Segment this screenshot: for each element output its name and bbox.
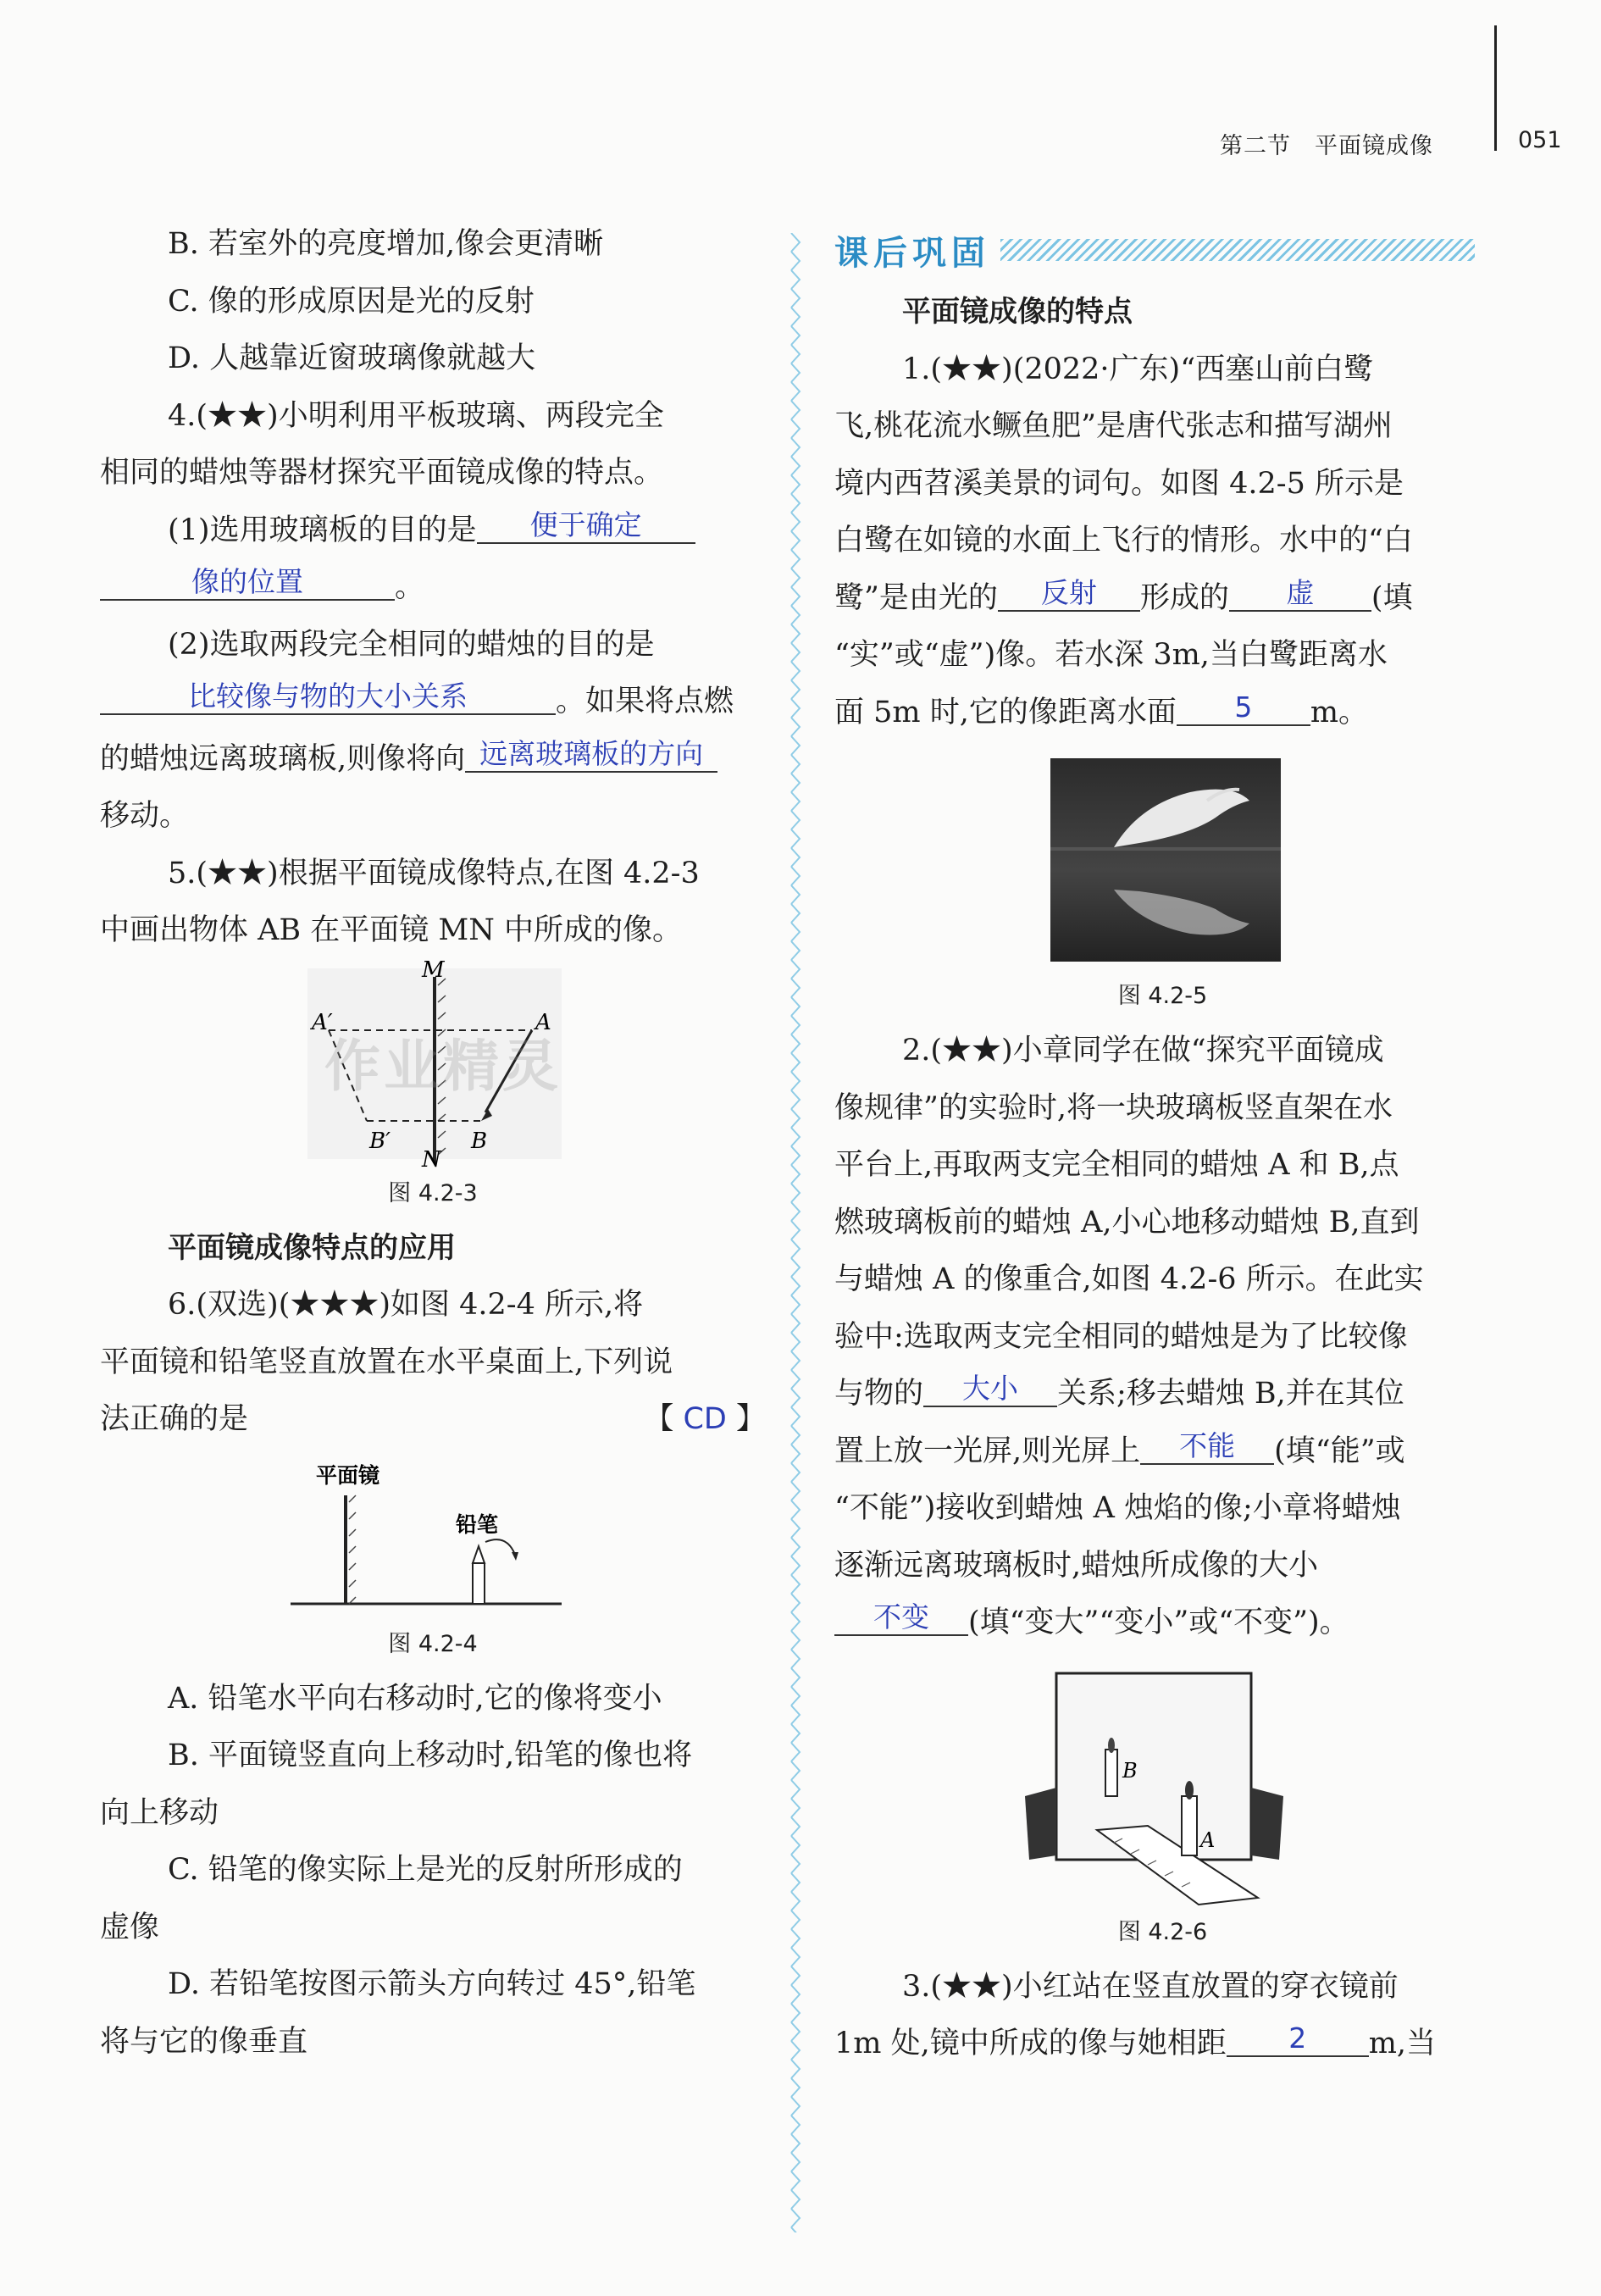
label-n: N — [422, 1146, 441, 1167]
q2-line2: 像规律”的实验时,将一块玻璃板竖直架在水 — [834, 1090, 1393, 1125]
q1-answer-reflection: 反射 — [998, 576, 1140, 612]
q6-stem-line1: 6.(双选)(★★★)如图 4.2-4 所示,将 — [168, 1288, 644, 1322]
q6-option-b2: 向上移动 — [100, 1795, 219, 1830]
q4-part1-end: 。 — [395, 570, 425, 604]
q4-part2-line1: (2)选取两段完全相同的蜡烛的目的是 — [168, 627, 655, 662]
q6-option-d1: D. 若铅笔按图示箭头方向转过 45°,铅笔 — [168, 1967, 696, 2001]
figure-4-2-4-caption: 图 4.2-4 — [388, 1630, 478, 1657]
figure-4-2-3 — [100, 960, 766, 1167]
q6-option-a: A. 铅笔水平向右移动时,它的像将变小 — [168, 1681, 662, 1716]
q3-line1: 3.(★★)小红站在竖直放置的穿衣镜前 — [902, 1969, 1399, 2004]
pencil-label: 铅笔 — [456, 1511, 499, 1537]
q4-part2-line3 — [100, 731, 766, 789]
features-subtitle: 平面镜成像的特点 — [902, 295, 1133, 329]
candle-b-label: B — [1122, 1758, 1138, 1783]
q1-line3: 境内西苕溪美景的词句。如图 4.2-5 所示是 — [834, 466, 1404, 501]
q4-part1-line2 — [100, 559, 766, 617]
q1-line4: 白鹭在如镜的水面上飞行的情形。水中的“白 — [834, 524, 1413, 557]
q2-answer-cannot: 不能 — [1140, 1429, 1274, 1465]
q4-part1-text: (1)选用玻璃板的目的是 — [168, 513, 477, 547]
q2-text8a: 置上放一光屏,则光屏上 — [834, 1434, 1141, 1468]
q3-line2 — [834, 2016, 1491, 2073]
application-subtitle: 平面镜成像特点的应用 — [168, 1230, 456, 1265]
q3-text2a: 1m 处,镜中所成的像与她相距 — [834, 2027, 1227, 2060]
label-b: B — [471, 1128, 488, 1154]
q4-part2-answer2: 远离玻璃板的方向 — [465, 737, 717, 773]
figure-4-2-3-caption: 图 4.2-3 — [388, 1179, 478, 1206]
candle-experiment-diagram — [834, 1669, 1491, 1906]
q2-line1: 2.(★★)小章同学在做“探究平面镜成 — [902, 1034, 1384, 1068]
q2-line11 — [834, 1594, 1491, 1652]
q1-answer-distance: 5 — [1177, 690, 1310, 726]
q6-stem-line3 — [100, 1391, 766, 1449]
q2-line10: 逐渐远离玻璃板时,蜡烛所成像的大小 — [834, 1548, 1319, 1583]
mirror-diagram — [100, 960, 766, 1167]
q6-option-b1: B. 平面镜竖直向上移动时,铅笔的像也将 — [168, 1739, 693, 1772]
q3-option-b: B. 若室外的亮度增加,像会更清晰 — [168, 227, 604, 261]
q2-line4: 燃玻璃板前的蜡烛 A,小心地移动蜡烛 B,直到 — [834, 1205, 1420, 1240]
q3-option-d: D. 人越靠近窗玻璃像就越大 — [168, 341, 536, 375]
left-column — [100, 216, 766, 2071]
q4-stem-line1: 4.(★★)小明利用平板玻璃、两段完全 — [168, 398, 664, 433]
q6-stem-line2: 平面镜和铅笔竖直放置在水平桌面上,下列说 — [100, 1345, 673, 1379]
section-heading — [834, 216, 1491, 284]
q2-line8 — [834, 1423, 1491, 1481]
header-rule — [1494, 25, 1497, 151]
q6-answer: CD — [683, 1402, 727, 1436]
q2-text7a: 与物的 — [834, 1377, 924, 1411]
q6-stem-text3: 法正确的是 — [100, 1402, 249, 1436]
q1-text5a: 鹭”是由光的 — [834, 580, 998, 615]
q1-line1: 1.(★★)(2022·广东)“西塞山前白鹭 — [902, 352, 1374, 386]
q4-stem-line2: 相同的蜡烛等器材探究平面镜成像的特点。 — [100, 456, 664, 490]
q1-text7a: 面 5m 时,它的像距离水面 — [834, 695, 1177, 729]
pencil-mirror-diagram — [100, 1449, 766, 1618]
q2-line9: “不能”)接收到蜡烛 A 烛焰的像;小章将蜡烛 — [834, 1491, 1401, 1525]
q2-line5: 与蜡烛 A 的像重合,如图 4.2-6 所示。在此实 — [834, 1262, 1424, 1296]
q2-line7 — [834, 1366, 1491, 1423]
section-heading-text: 课后巩固 — [834, 233, 990, 273]
q1-line2: 飞,桃花流水鳜鱼肥”是唐代张志和描写湖州 — [834, 409, 1393, 443]
column-divider — [786, 233, 805, 2232]
q1-line7 — [834, 685, 1491, 742]
egret-photo — [834, 754, 1491, 966]
q6-answer-bracket: 【 CD 】 — [644, 1402, 766, 1436]
q2-answer-size: 大小 — [923, 1372, 1057, 1407]
q4-part2-line2 — [100, 674, 766, 731]
q4-part1-answer-a: 便于确定 — [477, 508, 695, 544]
label-a-prime: A′ — [312, 1009, 333, 1035]
label-b-prime: B′ — [369, 1128, 391, 1154]
q6-option-c1: C. 铅笔的像实际上是光的反射所形成的 — [168, 1853, 683, 1887]
right-column — [834, 216, 1491, 2073]
q2-line6: 验中:选取两支完全相同的蜡烛是为了比较像 — [834, 1319, 1408, 1354]
figure-4-2-4 — [100, 1449, 766, 1618]
q3-option-c: C. 像的形成原因是光的反射 — [168, 284, 535, 319]
section-header: 第二节 平面镜成像 — [1220, 133, 1433, 159]
page-number: 051 — [1518, 127, 1562, 153]
q1-line6: “实”或“虚”)像。若水深 3m,当白鹭距离水 — [834, 638, 1388, 672]
q2-line3: 平台上,再取两支完全相同的蜡烛 A 和 B,点 — [834, 1148, 1399, 1182]
q4-part1-line — [100, 502, 766, 560]
q4-part1-answer-b: 像的位置 — [100, 565, 395, 601]
q2-text8b: (填“能”或 — [1274, 1434, 1405, 1468]
q4-part2-line4: 移动。 — [100, 799, 190, 833]
candle-a-label: A — [1200, 1827, 1216, 1852]
q1-text7b: m。 — [1310, 695, 1369, 729]
q5-stem-line2: 中画出物体 AB 在平面镜 MN 中所成的像。 — [100, 913, 682, 947]
label-a: A — [535, 1009, 551, 1035]
q3-answer-distance: 2 — [1227, 2021, 1369, 2057]
q5-stem-line1: 5.(★★)根据平面镜成像特点,在图 4.2-3 — [168, 856, 700, 890]
q1-answer-virtual: 虚 — [1229, 576, 1371, 612]
q4-part2-post: 。如果将点燃 — [556, 685, 734, 718]
q3-text2b: m,当 — [1368, 2027, 1437, 2060]
q2-answer-unchanged: 不变 — [834, 1600, 968, 1636]
q1-line5 — [834, 570, 1491, 628]
figure-4-2-6-caption: 图 4.2-6 — [1117, 1918, 1208, 1945]
q2-text11b: (填“变大”“变小”或“不变”)。 — [968, 1606, 1349, 1639]
label-m: M — [422, 959, 445, 983]
figure-4-2-5 — [834, 754, 1491, 970]
q6-option-c2: 虚像 — [100, 1910, 160, 1944]
figure-4-2-6 — [834, 1669, 1491, 1906]
q1-text5c: (填 — [1371, 580, 1413, 615]
mirror-label: 平面镜 — [316, 1462, 380, 1488]
figure-4-2-5-caption: 图 4.2-5 — [1117, 983, 1208, 1009]
q4-part2-text2: 的蜡烛远离玻璃板,则像将向 — [100, 741, 466, 776]
q4-part2-answer: 比较像与物的大小关系 — [100, 679, 556, 715]
q1-text5b: 形成的 — [1139, 580, 1229, 615]
q2-text7b: 关系;移去蜡烛 B,并在其位 — [1057, 1377, 1404, 1411]
section-heading-hatch — [1000, 239, 1475, 261]
q6-option-d2: 将与它的像垂直 — [100, 2024, 308, 2059]
watermark: 作业精灵 — [324, 1033, 562, 1099]
